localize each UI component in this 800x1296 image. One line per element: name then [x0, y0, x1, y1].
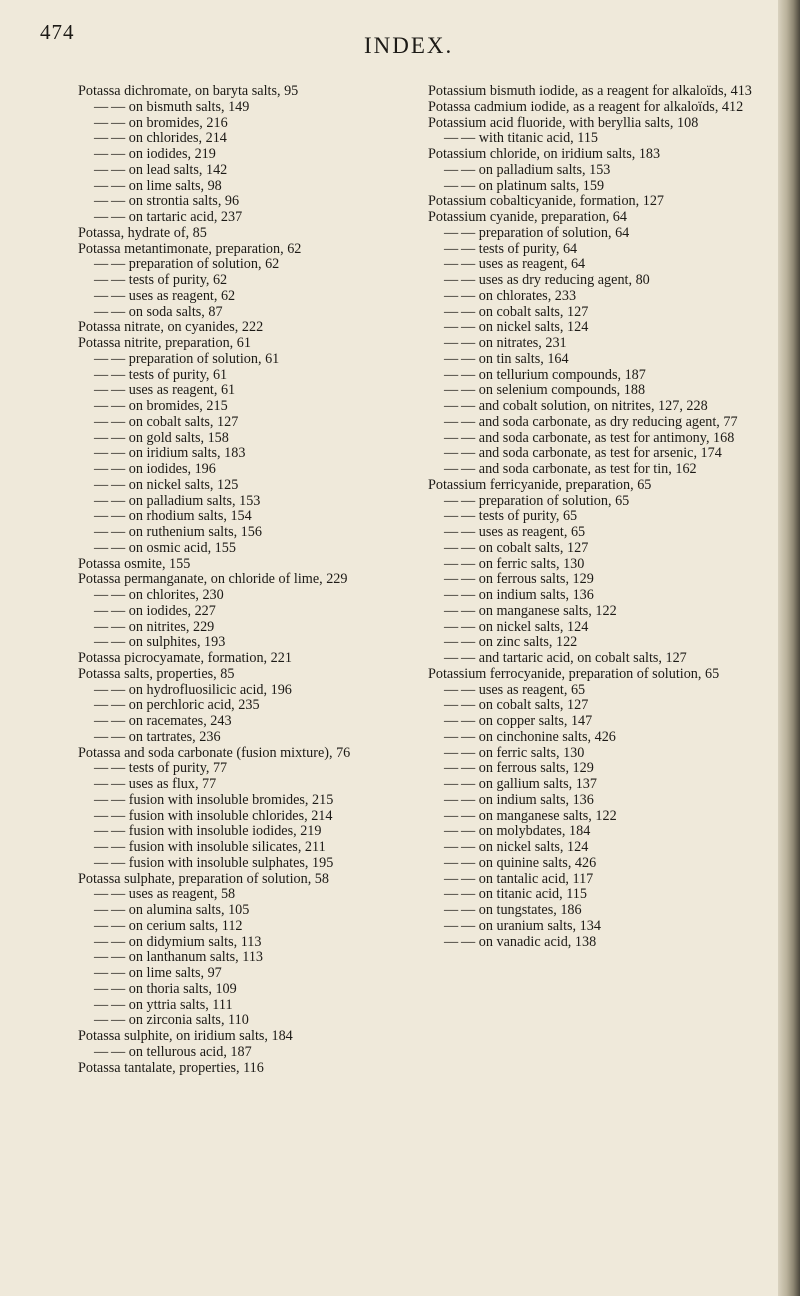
index-subentry: — — uses as reagent, 61	[78, 383, 418, 399]
index-entry: Potassa permanganate, on chloride of lime, 229	[78, 571, 348, 588]
index-subentry: — — on ferrous salts, 129	[428, 761, 770, 777]
index-entry: Potassa metantimonate, preparation, 62	[78, 240, 302, 257]
index-entry: Potassa and soda carbonate (fusion mixture), 76	[78, 744, 351, 761]
index-subentry: — — on nickel salts, 125	[78, 478, 418, 494]
index-subentry: — — on tellurium compounds, 187	[428, 368, 770, 384]
index-subentry: — — on ferrous salts, 129	[428, 572, 770, 588]
index-subentry: — — on selenium compounds, 188	[428, 383, 770, 399]
index-entry: Potassa cadmium iodide, as a reagent for alkaloïds, 412	[428, 98, 744, 115]
index-subentry: — — on palladium salts, 153	[78, 494, 418, 510]
index-subentry: — — on didymium salts, 113	[78, 935, 418, 951]
index-subentry: — — on lanthanum salts, 113	[78, 950, 418, 966]
index-subentry: — — on palladium salts, 153	[428, 163, 770, 179]
index-subentry: — — on titanic acid, 115	[428, 887, 770, 903]
index-subentry: — — on indium salts, 136	[428, 588, 770, 604]
index-subentry: — — and soda carbonate, as test for antimony, 168	[428, 431, 770, 447]
index-entry: Potassa, hydrate of, 85	[78, 224, 207, 241]
index-subentry: — — on iridium salts, 183	[78, 446, 418, 462]
index-subentry: — — on copper salts, 147	[428, 714, 770, 730]
index-subentry: — — on lime salts, 98	[78, 179, 418, 195]
index-subentry: — — on tartaric acid, 237	[78, 210, 418, 226]
index-subentry: — — uses as reagent, 64	[428, 257, 770, 273]
index-subentry: — — on cobalt salts, 127	[428, 541, 770, 557]
index-subentry: — — uses as dry reducing agent, 80	[428, 273, 770, 289]
index-subentry: — — on cinchonine salts, 426	[428, 730, 770, 746]
index-subentry: — — tests of purity, 65	[428, 509, 770, 525]
index-subentry: — — on rhodium salts, 154	[78, 509, 418, 525]
index-subentry: — — on nickel salts, 124	[428, 620, 770, 636]
index-subentry: — — on zirconia salts, 110	[78, 1013, 418, 1029]
index-subentry: — — and soda carbonate, as test for arsenic, 174	[428, 446, 770, 462]
index-subentry: — — preparation of solution, 62	[78, 257, 418, 273]
index-subentry: — — on thoria salts, 109	[78, 982, 418, 998]
index-subentry: — — on zinc salts, 122	[428, 635, 770, 651]
index-subentry: — — on vanadic acid, 138	[428, 935, 770, 951]
index-subentry: — — uses as reagent, 65	[428, 525, 770, 541]
index-entry: Potassa osmite, 155	[78, 555, 191, 572]
index-subentry: — — uses as reagent, 65	[428, 683, 770, 699]
index-subentry: — — on chlorites, 230	[78, 588, 418, 604]
index-subentry: — — on strontia salts, 96	[78, 194, 418, 210]
index-subentry: — — on ruthenium salts, 156	[78, 525, 418, 541]
index-subentry: — — on manganese salts, 122	[428, 809, 770, 825]
index-subentry: — — on perchloric acid, 235	[78, 698, 418, 714]
index-entry: Potassa nitrite, preparation, 61	[78, 335, 251, 351]
index-entry: Potassium ferricyanide, preparation, 65	[428, 476, 652, 493]
index-subentry: — — and tartaric acid, on cobalt salts, 127	[428, 651, 770, 667]
index-subentry: — — on manganese salts, 122	[428, 604, 770, 620]
index-subentry: — — on tartrates, 236	[78, 730, 418, 746]
index-subentry: — — on nitrates, 231	[428, 336, 770, 352]
index-subentry: — — on hydrofluosilicic acid, 196	[78, 683, 418, 699]
index-subentry: — — on bismuth salts, 149	[78, 100, 418, 116]
index-subentry: — — tests of purity, 62	[78, 273, 418, 289]
index-subentry: — — and cobalt solution, on nitrites, 127, 228	[428, 399, 770, 415]
index-subentry: — — on cobalt salts, 127	[428, 698, 770, 714]
index-subentry: — — on cerium salts, 112	[78, 919, 418, 935]
index-subentry: — — on indium salts, 136	[428, 793, 770, 809]
index-subentry: — — on lime salts, 97	[78, 966, 418, 982]
index-subentry: — — on iodides, 196	[78, 462, 418, 478]
index-subentry: — — tests of purity, 61	[78, 368, 418, 384]
index-subentry: — — on bromides, 216	[78, 116, 418, 132]
index-subentry: — — on gold salts, 158	[78, 431, 418, 447]
index-subentry: — — tests of purity, 77	[78, 761, 418, 777]
index-entry: Potassa sulphate, preparation of solution, 58	[78, 870, 329, 887]
index-subentry: — — preparation of solution, 61	[78, 352, 418, 368]
index-entry: Potassa picrocyamate, formation, 221	[78, 650, 292, 666]
index-subentry: — — on chlorides, 214	[78, 131, 418, 147]
index-subentry: — — tests of purity, 64	[428, 242, 770, 258]
index-subentry: — — on quinine salts, 426	[428, 856, 770, 872]
index-subentry: — — fusion with insoluble sulphates, 195	[78, 856, 418, 872]
index-entry: Potassium cobalticyanide, formation, 127	[428, 193, 665, 210]
index-subentry: — — on uranium salts, 134	[428, 919, 770, 935]
index-entry: Potassium acid fluoride, with beryllia salts, 108	[428, 114, 699, 131]
index-subentry: — — and soda carbonate, as test for tin, 162	[428, 462, 770, 478]
index-subentry: — — on tantalic acid, 117	[428, 872, 770, 888]
index-subentry: — — and soda carbonate, as dry reducing agent, 77	[428, 415, 770, 431]
index-subentry: — — on chlorates, 233	[428, 289, 770, 305]
index-column-right	[428, 84, 770, 950]
page-number: 474	[40, 20, 75, 44]
index-subentry: — — on nickel salts, 124	[428, 840, 770, 856]
index-subentry: — — preparation of solution, 65	[428, 494, 770, 510]
index-subentry: — — preparation of solution, 64	[428, 226, 770, 242]
index-subentry: — — on sulphites, 193	[78, 635, 418, 651]
index-entry: Potassium chloride, on iridium salts, 183	[428, 146, 661, 162]
index-entry: Potassa dichromate, on baryta salts, 95	[78, 83, 299, 99]
index-subentry: — — on nickel salts, 124	[428, 320, 770, 336]
index-subentry: — — on soda salts, 87	[78, 305, 418, 321]
index-subentry: — — uses as reagent, 58	[78, 887, 418, 903]
index-subentry: — — uses as flux, 77	[78, 777, 418, 793]
index-subentry: — — on platinum salts, 159	[428, 179, 770, 195]
index-subentry: — — on gallium salts, 137	[428, 777, 770, 793]
index-subentry: — — on molybdates, 184	[428, 824, 770, 840]
index-subentry: — — on tin salts, 164	[428, 352, 770, 368]
index-subentry: — — on cobalt salts, 127	[428, 305, 770, 321]
index-subentry: — — on ferric salts, 130	[428, 746, 770, 762]
book-page-edge	[778, 0, 800, 1296]
index-subentry: — — on osmic acid, 155	[78, 541, 418, 557]
index-entry: Potassium bismuth iodide, as a reagent for alkaloïds, 413	[428, 83, 752, 99]
index-column-left	[78, 84, 418, 1076]
index-subentry: — — on nitrites, 229	[78, 620, 418, 636]
index-subentry: — — fusion with insoluble iodides, 219	[78, 824, 418, 840]
running-header: INDEX.	[364, 33, 454, 58]
index-subentry: — — on racemates, 243	[78, 714, 418, 730]
index-subentry: — — fusion with insoluble bromides, 215	[78, 793, 418, 809]
index-subentry: — — on iodides, 227	[78, 604, 418, 620]
index-subentry: — — on ferric salts, 130	[428, 557, 770, 573]
index-subentry: — — uses as reagent, 62	[78, 289, 418, 305]
index-subentry: — — on iodides, 219	[78, 147, 418, 163]
index-subentry: — — on tungstates, 186	[428, 903, 770, 919]
index-subentry: — — on cobalt salts, 127	[78, 415, 418, 431]
index-subentry: — — fusion with insoluble chlorides, 214	[78, 809, 418, 825]
index-entry: Potassa tantalate, properties, 116	[78, 1059, 264, 1076]
index-entry: Potassa sulphite, on iridium salts, 184	[78, 1028, 293, 1044]
index-subentry: — — fusion with insoluble silicates, 211	[78, 840, 418, 856]
index-subentry: — — on tellurous acid, 187	[78, 1045, 418, 1061]
index-entry: Potassium cyanide, preparation, 64	[428, 209, 627, 225]
index-subentry: — — with titanic acid, 115	[428, 131, 770, 147]
index-subentry: — — on yttria salts, 111	[78, 998, 418, 1014]
index-entry: Potassium ferrocyanide, preparation of solution, 65	[428, 665, 720, 682]
index-subentry: — — on alumina salts, 105	[78, 903, 418, 919]
index-subentry: — — on lead salts, 142	[78, 163, 418, 179]
index-entry: Potassa nitrate, on cyanides, 222	[78, 319, 264, 336]
index-subentry: — — on bromides, 215	[78, 399, 418, 415]
index-entry: Potassa salts, properties, 85	[78, 665, 235, 682]
